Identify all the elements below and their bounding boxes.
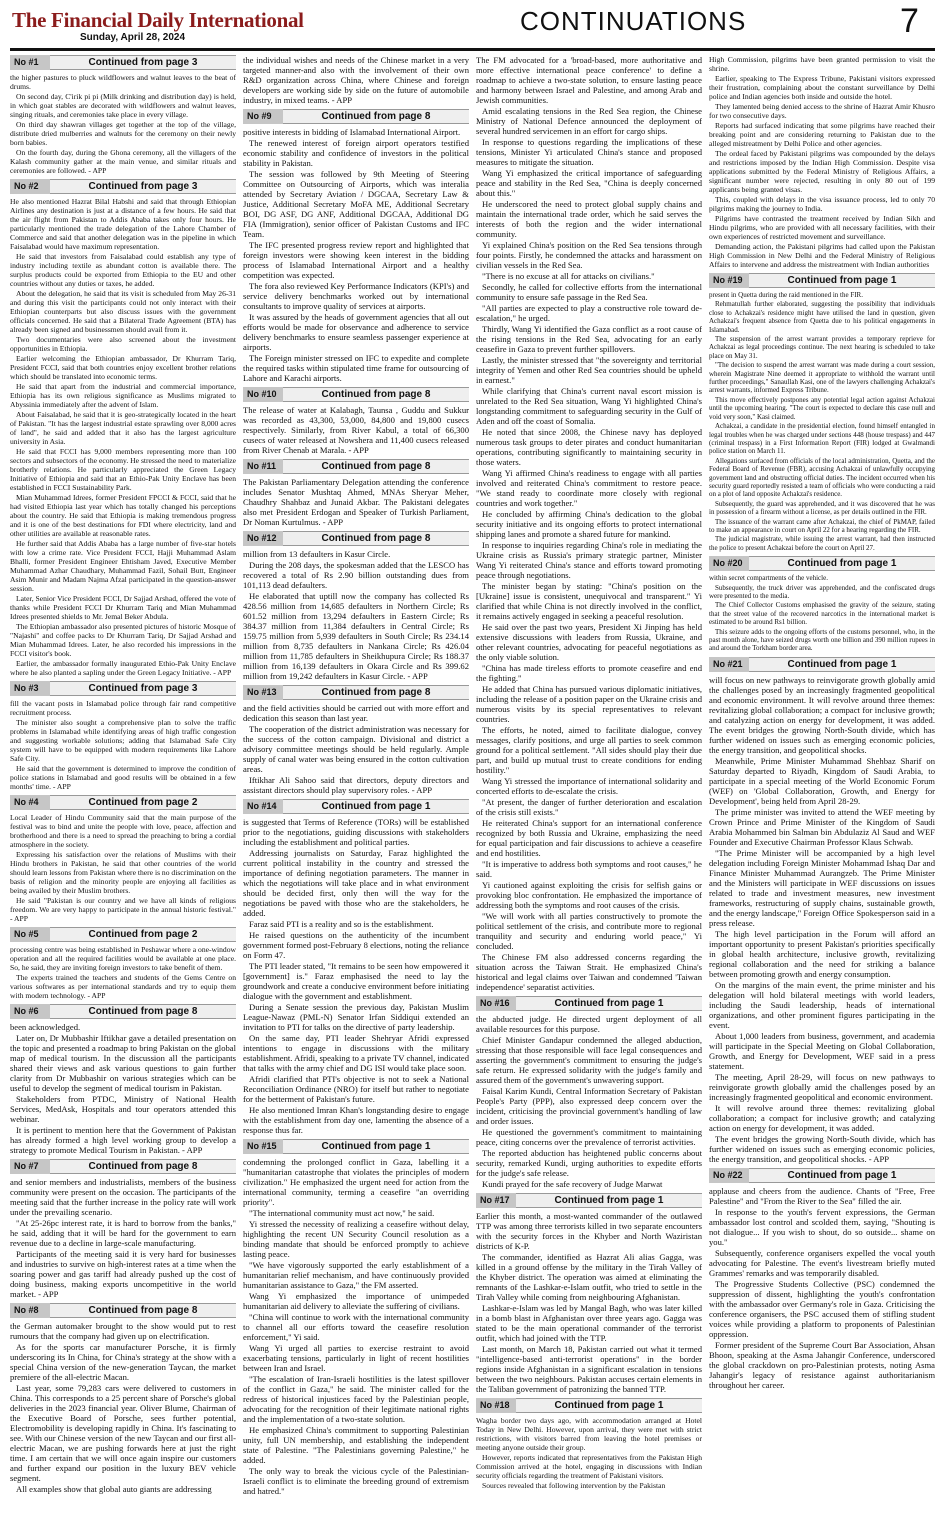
continued-label: Continued from page 1 xyxy=(516,996,702,1011)
paragraph: "China will continue to work with the international community to channel all our efforts toward the ceasefire resolution enforcement," Yi said. xyxy=(243,1312,469,1342)
article xyxy=(243,55,469,105)
article-body xyxy=(243,703,469,795)
paragraph: been acknowledged. xyxy=(10,1022,81,1032)
paragraph: Amid escalating tensions in the Red Sea region, the Chinese Ministry of National Defence announced the deployment of several hundred servicemen in an effort for cargo ships. xyxy=(476,106,702,136)
paragraph: and senior members and industrialists, members of the business community were present on the occasion. The participants of the meeting said that the further increase in the policy rate will work under the prevailing scenario. xyxy=(10,1177,236,1217)
column-2 xyxy=(243,55,469,1521)
article-header xyxy=(243,109,469,124)
paragraph: Reports had surfaced indicating that some pilgrims have reached their breaking point and are considering returning to Pakistan due to the alleged mistreatment by Delhi Police and other agencies. xyxy=(709,121,935,148)
paragraph: About 1,000 leaders from business, government, and academia will participate in the Special Meeting on Global Collaboration, Growth, and Energy for Development, WEF said in a press statement. xyxy=(709,1030,935,1071)
article-body xyxy=(709,675,935,1164)
article-body xyxy=(709,291,935,552)
paragraph: He said that the government is determined to improve the condition of police stations in Islamabad and good results will be obtained in a few months' time. - APP xyxy=(10,764,236,791)
article-body xyxy=(10,699,236,791)
paragraph: The commander, identified as Hazrat Ali alias Gagga, was killed in a ground offense by the military in the Tirah Valley of the Khyber district. The operation was aimed at eliminating the remnants of the Lashkar-e-Islam outfit, who tried to settle in the Tirah Valley while coming from neighbouring Afghanistan. xyxy=(476,1252,702,1302)
paragraph: It is pertinent to mention here that the Government of Pakistan has already formed a high level working group to develop a strategy to promote Medical Tourism in Pakistan. - APP xyxy=(10,1125,236,1155)
paragraph: He questioned the government's commitment to maintaining peace, citing concerns over the prevalence of terrorist activities. xyxy=(476,1127,702,1147)
article-body xyxy=(10,1177,236,1299)
paragraph: On third day shawran villages get together at the top of the village, distribute dried mulberries and walnuts for the ceremony on their newly born babies. xyxy=(10,120,236,147)
article-body xyxy=(243,549,469,681)
continued-label: Continued from page 1 xyxy=(283,1139,469,1154)
article-body xyxy=(10,197,236,677)
article xyxy=(10,55,236,175)
paragraph: The meeting, April 28-29, will focus on new pathways to reinvigorate growth globally amid the challenges posed by an increasingly fragmented geopolitical and economic environment. xyxy=(709,1071,935,1102)
paragraph: The cooperation of the district administration was necessary for the success of the cotton campaign. Divisional and district a advisory committee meetings should be held regularly. Ample supply of canal water was being ensured in the cotton cultivation areas. xyxy=(243,724,469,774)
article-body xyxy=(476,55,702,992)
paragraph: He reiterated China's support for an international conference recognized by both Russia and Ukraine, emphasizing the need for equal participation and fair discussions to achieve a ceasefire and end hostilities. xyxy=(476,818,702,858)
paragraph: "The Prime Minister will be accompanied by a high level delegation including Foreign Minister Mohammad Ishaq Dar and Finance Minister Muhammad Aurangzeb. The Prime Minister and the Ministers will participate in WEF discussions on issues related to trade and investment measures, new investment frameworks, restructuring of supply chains, sustainable growth, and the energy landscape," Foreign Office Spokesperson said in a press release. xyxy=(709,847,935,928)
paragraph: Last year, some 79,283 cars were delivered to customers in China. This corresponds to a 25 percent share of Porsche's global deliveries in the 2023 financial year. Oliver Blume, Chairman of the Executive Board of Porsche, sees further potential, Electromobility is developing rapidly in China. It's fascinating to see. With our Chinese version of the new Taycan and our first all-electric Macan, we are pushing forwards here at just the right time. I am certain that we will once again inspire our customers and further expand our position in the luxury BEV vehicle segment. xyxy=(10,1383,236,1483)
article-header xyxy=(709,1168,935,1183)
article-columns xyxy=(10,55,935,1521)
paragraph: Earlier welcoming the Ethiopian ambassador, Dr Khurram Tariq, President FCCI, said that both countries enjoy excellent brother relations which should be translated into economic terms. xyxy=(10,354,236,381)
paragraph: "All parties are expected to play a constructive role toward de-escalation," he urged. xyxy=(476,303,702,323)
paragraph: present in Quetta during the raid mentioned in the FIR. xyxy=(709,291,863,299)
paragraph: About the delegation, he said that its visit is scheduled from May 26-31 and during this visit the participants could not only interact with their Ethiopian counterparts but also discuss issues with the government officials concerned. He said that a Bilateral Trade Agreement (BTA) has already been signed and businessmen should avail from it. xyxy=(10,289,236,334)
article-body xyxy=(709,1186,935,1390)
article-header xyxy=(243,685,469,700)
article xyxy=(476,1398,702,1490)
continued-label: Continued from page 1 xyxy=(516,1398,702,1413)
article-body xyxy=(476,1211,702,1394)
masthead xyxy=(0,0,945,50)
paragraph: In response to inquiries regarding China's role in mediating the Ukraine crisis as Russia's primary strategic partner, Minister Wang Yi reiterated China's stance and efforts toward promoting peace through negotiations. xyxy=(476,540,702,580)
paragraph: "At 25-26pc interest rate, it is hard to borrow from the banks," he said, adding that it will be hard for the government to earn revenue due to a decline in large-scale manufacturing. xyxy=(10,1218,236,1248)
publication-date: Sunday, April 28, 2024 xyxy=(80,32,186,43)
article xyxy=(10,1303,236,1494)
article xyxy=(709,55,935,269)
paragraph: The high level participation in the Forum will afford an important opportunity to present Pakistan's priorities specifically in global health architecture, inclusive growth, revitalizing regional collaboration and the need for striking a balance between promoting growth and energy consumption. xyxy=(709,928,935,979)
paragraph: This, coupled with delays in the visa issuance process, led to only 70 pilgrims making the journey to India. xyxy=(709,195,935,213)
paragraph: Earlier, the ambassador formally inaugurated Ethio-Pak Unity Enclave where he also planted a sapling under the Green Legacy Initiative. - APP xyxy=(10,659,236,677)
paragraph: Faraz said PTI is a reality and so is the establishment. xyxy=(249,919,434,929)
article-header xyxy=(476,996,702,1011)
article-header xyxy=(709,657,935,672)
paragraph: About Faisalabad, he said that it is geo-strategically located in the heart of Pakistan. "It has the largest industrial estate sprawling over 8,000 acres of land", he said and added that it also has the largest agriculture university in Asia. xyxy=(10,410,236,446)
publication-name: The Financial Daily International xyxy=(12,8,304,32)
paragraph: He added that China has pursued various diplomatic initiatives, including the release of a position paper on the Ukraine crisis and numerous visits by its special representatives to relevant countries. xyxy=(476,684,702,724)
paragraph: The only way to break the vicious cycle of the Palestinian-Israeli conflict is to eliminate the breeding ground of extremism and hatred." xyxy=(243,1466,469,1496)
paragraph: Thirdly, Wang Yi identified the Gaza conflict as a root cause of the rising tensions in the Red Sea, advocating for an early ceasefire in Gaza to prevent further spillovers. xyxy=(476,324,702,354)
paragraph: Achakzai, a candidate in the presidential election, found himself entangled in legal troubles when he was charged under sections 448 (house trespass) and 447 (criminal trespass) in a First Information Report (FIR) lodged at Gwalmandi police station on March 11. xyxy=(709,422,935,456)
article-number: No #7 xyxy=(10,1159,50,1174)
article-number: No #20 xyxy=(709,556,749,571)
paragraph: While clarifying that China's current naval escort mission is unrelated to the Red Sea situation, Wang Yi highlighted China's longstanding commitment to safeguarding security in the Gulf of Aden and off the coast of Somalia. xyxy=(476,386,702,426)
article xyxy=(243,387,469,455)
column-3 xyxy=(476,55,702,1521)
paragraph: Demanding action, the Pakistani pilgrims had called upon the Pakistan High Commission in New Delhi and the Federal Ministry of Religious Affairs to intervene and address the mistreatment with Indian authorities xyxy=(709,242,935,269)
paragraph: processing centre was being established in Peshawar where a one-window operation and all the required facilities would be available at one place. So, he said, they are inviting foreign investors to take benefit of them. xyxy=(10,945,236,972)
paragraph: High Commission, pilgrims have been granted permission to visit the shrine. xyxy=(709,55,935,73)
article-number: No #14 xyxy=(243,799,283,814)
paragraph: The renewed interest of foreign airport operators testified economic stability and confidence of investors in the political stability in Pakistan. xyxy=(243,138,469,168)
article-body xyxy=(10,813,236,923)
continued-label: Continued from page 1 xyxy=(749,556,935,571)
paragraph: Rehmatullah further elaborated, suggesting the possibility that individuals close to Achakzai's residence might have utilised the land in question, given Achakzai's frequent absence from Quetta due to his political engagements in Islamabad. xyxy=(709,300,935,334)
article-header xyxy=(243,1139,469,1154)
continued-label: Continued from page 8 xyxy=(283,109,469,124)
paragraph: will focus on new pathways to reinvigorate growth globally amid the challenges posed by an increasingly fragmented geopolitical and economic environment. It will revolve around three themes: revitalizing global collaboration; a compact for inclusive growth; and catalyzing action on energy for development, it was added. The event bridges the growing North-South divide, which has further widened on issues such as emerging economic policies, the energy transition, and geopolitical shocks. xyxy=(709,674,935,755)
continued-label: Continued from page 8 xyxy=(50,1004,236,1019)
article xyxy=(243,109,469,383)
paragraph: He said over the past two years, President Xi Jinping has held extensive discussions with leaders from Russia, Ukraine, and other relevant countries, advocating for peaceful negotiations as the only viable solution. xyxy=(476,622,702,662)
paragraph: On second day, C'irik pi pi (Milk drinking and distribution day) is held, in which goat stables are decorated with wildflowers and walnut leaves, singing rituals, and ceremonies take place in every village. xyxy=(10,92,236,119)
continued-label: Continued from page 8 xyxy=(50,1159,236,1174)
continued-label: Continued from page 8 xyxy=(50,1303,236,1318)
article-header xyxy=(476,1398,702,1413)
paragraph: During a Senate session the previous day, Pakistan Muslim League-Nawaz (PML-N) Senator Irfan Siddiqui extended an invitation to PTI for talks on the directive of party leadership. xyxy=(243,1002,469,1032)
paragraph: The event bridges the growing North-South divide, which has further widened on issues such as emerging economic policies, the energy transition, and geopolitical shocks. - APP xyxy=(709,1133,935,1164)
paragraph: Expressing his satisfaction over the relations of Muslims with their Hindu brothers in Pakistan, he said that other countries of the world should learn lessons from Pakistan where there is no discrimination on the basis of religion and the minority people are enjoying all facilities as being availed by their Muslim brothers. xyxy=(10,850,236,895)
paragraph: Afridi clarified that PTI's objective is not to seek a National Reconciliation Ordinance (NRO) for itself but rather to negotiate for the betterment of Pakistan's future. xyxy=(243,1074,469,1104)
continued-label: Continued from page 3 xyxy=(50,179,236,194)
paragraph: Wagha border two days ago, with accommodation arranged at Hotel Today in New Delhi. However, upon arrival, they were met with strict restrictions, with visitors barred from leaving the hotel premises or meeting anyone outside their group. xyxy=(476,1416,702,1452)
article-number: No #11 xyxy=(243,459,283,474)
paragraph: Iftikhar Ali Sahoo said that directors, deputy directors and assistant directors should play supervisory roles. - APP xyxy=(243,775,469,795)
article-header xyxy=(243,799,469,814)
paragraph: Last month, on March 18, Pakistan carried out what it termed "intelligence-based anti-terrorist operations" in the border regions inside Afghanistan in a significant escalation in tensions between the two neighbours. Pakistan accuses certain elements in the Taliban government of patronizing the banned TTP. xyxy=(476,1344,702,1394)
paragraph: On the fourth day, during the Ghona ceremony, all the villagers of the Kalash community gather at the main venue, and similar rituals and ceremonies are followed. - APP xyxy=(10,148,236,175)
paragraph: Participants of the meeting said it is very hard for businesses and industries to survive on high-interest rates at a time when the soaring power and gas tariff had already pushed up the cost of doing business, making exports uncompetitive in the world market. - APP xyxy=(10,1249,236,1299)
article-body xyxy=(243,477,469,527)
article xyxy=(476,55,702,992)
article-number: No #9 xyxy=(243,109,283,124)
paragraph: During the 208 days, the spokesman added that the LESCO has recovered a total of Rs 2.90 billion outstanding dues from 101,113 dead defaulters. xyxy=(243,560,469,590)
article-body xyxy=(243,55,469,105)
article-number: No #2 xyxy=(10,179,50,194)
paragraph: All examples show that global auto giants are addressing xyxy=(16,1484,212,1494)
paragraph: million from 13 defaulters in Kasur Circle. xyxy=(243,549,391,559)
paragraph: Subsequently, conference organisers expelled the vocal youth advocating for Palestine. The event's livestream briefly muted Grammes' remarks and was temporarily disabled. xyxy=(709,1247,935,1278)
paragraph: The Chinese FM also addressed concerns regarding the situation across the Taiwan Strait. He emphasized China's historical and legal claims over Taiwan and condemned 'Taiwan independence' separatist activities. xyxy=(476,952,702,992)
paragraph: Subsequently, the truck driver was apprehended, and the confiscated drugs were presented to the media. xyxy=(709,583,935,600)
paragraph: Wang Yi emphasized the importance of unimpeded humanitarian aid delivery to alleviate the suffering of civilians. xyxy=(243,1291,469,1311)
paragraph: Later, Senior Vice President FCCI, Dr Sajjad Arshad, offered the vote of thanks while President FCCI Dr Khurram Tariq and Mian Muhammad Idrees presented shields to Mr. Jemal Beker Abdula. xyxy=(10,594,236,621)
paragraph: Faisal Karim Kundi, Central Information Secretary of Pakistan People's Party (PPP), also expressed deep concern over the incident, criticising the provincial government's handling of law and order issues. xyxy=(476,1086,702,1126)
paragraph: Sources revealed that following intervention by the Pakistan xyxy=(482,1481,666,1490)
paragraph: Former president of the Supreme Court Bar Association, Ahsan Bhoon, speaking at the Asma Jahangir Conference, underscored the global crackdown on pro-Palestinian protests, noting Asma Jahangir's legacy of resistance against authoritarianism throughout her career. xyxy=(709,1339,935,1390)
paragraph: He further said that Addis Ababa has a large number of five-star hotels with low a crime rate. Vice President FCCI, Hajji Muhammad Aslam Bhalli, former President Engineer Ehtisham Javed, Executive Member Muhammad Azhar Chaudhary, Muhammad Fazil, Sohail Butt, Engineer Asim Munir and Madam Najma Afzal participated in the question-answer session. xyxy=(10,539,236,593)
article-body xyxy=(476,1416,702,1490)
article-header xyxy=(10,1303,236,1318)
article-number: No #16 xyxy=(476,996,516,1011)
paragraph: "The decision to suspend the arrest warrant was made during a court session, wherein Magistrate Nine deemed it appropriate to withhold the warrant until further proceedings," Sanaullah Kasi, one of the lawyers challenging Achakzai's arrest warrants, informed Express Tribune. xyxy=(709,361,935,395)
article-number: No #4 xyxy=(10,795,50,810)
paragraph: "There is no excuse at all for attacks on civilians." xyxy=(482,271,655,281)
paragraph: The ordeal faced by Pakistani pilgrims was compounded by the delays and restrictions imposed by the Indian High Commission. Despite visa applications submitted by the Federal Ministry of Religious Affairs, a significant number were rejected, resulting in only 80 out of 199 applicants being granted visas. xyxy=(709,149,935,194)
continued-label: Continued from page 8 xyxy=(283,387,469,402)
article xyxy=(709,1168,935,1390)
paragraph: the higher pastures to pluck wildflowers and walnut leaves to the beat of drums. xyxy=(10,73,236,91)
paragraph: The experts trained the teachers and students of the Gems Centre on various softwares as per international standards and try to equip them with modern technology. - APP xyxy=(10,973,236,1000)
article xyxy=(243,685,469,795)
continued-label: Continued from page 1 xyxy=(749,657,935,672)
paragraph: He elaborated that uptill now the company has collected Rs 428.56 million from 14,685 defaulters in Northern Circle; Rs 601.52 million from 13,294 defaulters in Eastern Circle; Rs 384.37 million from 11,384 defaulters in Central Circle; Rs 159.75 million from 5,939 defaulters in South Circle; Rs 234.14 million from 8,735 defaulters in Nankana Circle; Rs 426.04 million from 11,785 defaulters in Sheikhupura Circle; Rs 188.37 million from 16,139 defaulters in Okara Circle and Rs 399.62 million from 19,242 defaulters in Kasur Circle. - APP xyxy=(243,591,469,681)
paragraph: The Foreign minister stressed on IFC to expedite and complete the required tasks within stipulated time frame for outsourcing of Lahore and Karachi airports. xyxy=(243,353,469,383)
article-header xyxy=(243,387,469,402)
article xyxy=(10,179,236,677)
paragraph: He said that investors from Faisalabad could establish any type of industry including textile as abundant cotton is available there. The surplus products could be exported from Ethiopia to the EU and other countries without any duties or taxes, he added. xyxy=(10,252,236,288)
paragraph: Wang Yi urged all parties to exercise restraint to avoid exacerbating tensions, particularly in light of recent hostilities between Iran and Israel. xyxy=(243,1343,469,1373)
paragraph: It will revolve around three themes: revitalizing global collaboration; a compact for inclusive growth; and catalyzing action on energy for development, it was added. xyxy=(709,1102,935,1133)
paragraph: positive interests in bidding of Islamabad International Airport. xyxy=(243,127,461,137)
paragraph: He raised questions on the authenticity of the incumbent government formed post-February 8 elections, noting the reliance on Form 47. xyxy=(243,930,469,960)
paragraph: On the margins of the main event, the prime minister and his delegation will hold bilateral meetings with world leaders, including the Saudi leadership, heads of international organizations, and other prominent figures participating in the event. xyxy=(709,979,935,1030)
article-header xyxy=(10,681,236,696)
continued-label: Continued from page 3 xyxy=(50,55,236,70)
paragraph: They lamented being denied access to the shrine of Hazrat Amir Khusro for two consecutive days. xyxy=(709,102,935,120)
paragraph: He said that FCCI has 9,000 members representing more than 100 sectors and subsectors of the economy. He stressed the need to materialize brotherly relations. He particularly appreciated the Green Legacy Initiative of Ethiopia and said that an Ethio-Pak Unity Enclave has been established in FCCI Sustainability Park. xyxy=(10,447,236,492)
paragraph: He said that apart from the industrial and commercial importance, Ethiopia has its own religious significance as Muslims migrated to Abyssinia immediately after the advent of Islam. xyxy=(10,382,236,409)
section-title: CONTINUATIONS xyxy=(520,6,747,36)
paragraph: Yi stressed the necessity of realizing a ceasefire without delay, highlighting the recent UN Security Council resolution as a binding mandate that should be enforced promptly to achieve lasting peace. xyxy=(243,1219,469,1259)
paragraph: The release of water at Kalabagh, Taunsa , Guddu and Sukkur was recorded as 43,300, 53,000, 84,800 and 19,800 cusecs respectively. Similarly, from River Kabul, a total of 66,300 cusecs of water released at Nowshera and 11,400 cusecs released from River Chenab at Marala. - APP xyxy=(243,405,469,455)
article xyxy=(476,1193,702,1394)
article-number: No #15 xyxy=(243,1139,283,1154)
article xyxy=(709,556,935,653)
article-header xyxy=(10,1004,236,1019)
continued-label: Continued from page 1 xyxy=(516,1193,702,1208)
continued-label: Continued from page 3 xyxy=(50,681,236,696)
article-header xyxy=(243,459,469,474)
paragraph: "We have vigorously supported the early establishment of a humanitarian relief mechanism, and have continuously provided humanitarian assistance to Gaza," the FM asserted. xyxy=(243,1260,469,1290)
article-header xyxy=(10,179,236,194)
paragraph: is suggested that Terms of Reference (TORs) will be established prior to the negotiations, guiding discussions with stakeholders including the establishment and political parties. xyxy=(243,817,469,847)
paragraph: Earlier, speaking to The Express Tribune, Pakistani visitors expressed their frustration, complaining about the constant surveillance by Delhi police and Indian agencies both inside and outside the hotel. xyxy=(709,74,935,101)
continued-label: Continued from page 1 xyxy=(749,1168,935,1183)
paragraph: The minister began by stating: "China's position on the [Ukraine] issue is consistent, unequivocal and transparent." Yi clarified that while China is not directly involved in the conflict, it remains actively engaged in seeking a peaceful resolution. xyxy=(476,581,702,621)
continued-label: Continued from page 2 xyxy=(50,795,236,810)
article-number: No #21 xyxy=(709,657,749,672)
paragraph: Chief Minister Gandapur condemned the alleged abduction, stressing that those responsible will face legal consequences and asserting the government's commitment to ensuring the judge's safe return. He expressed solidarity with the judge's family and assured them of the government's unwavering support. xyxy=(476,1035,702,1085)
paragraph: "At present, the danger of further deterioration and escalation of the crisis still exists." xyxy=(476,797,702,817)
article-body xyxy=(10,73,236,175)
paragraph: Local Leader of Hindu Community said that the main purpose of the festival was to bind and unite the people with love, peace, affection and brotherhood and there is a need to spread the preaching to bring a cordial atmosphere in the society. xyxy=(10,813,236,849)
article-body xyxy=(243,817,469,1135)
continued-label: Continued from page 1 xyxy=(749,273,935,288)
paragraph: However, reports indicated that representatives from the Pakistan High Commission arrived at the hotel, engaging in discussions with Indian security officials regarding the treatment of Pakistani visitors. xyxy=(476,1453,702,1480)
paragraph: The Pakistan Parliamentary Delegation attending the conference includes Senator Mushtaq Ahmed, MNAs Sheryar Meher, Chaudhry Shahbaz and Junaid Akbar. The Pakistani delegates also met President Erdogan and Speaker of Turkish Parliament, Dr Noman Kurtulmus. - APP xyxy=(243,477,469,527)
article-number: No #22 xyxy=(709,1168,749,1183)
paragraph: Yi cautioned against exploiting the crisis for selfish gains or provoking bloc confrontation. He emphasized the importance of addressing both the symptoms and root causes of the crisis. xyxy=(476,880,702,910)
paragraph: Two documentaries were also screened about the investment opportunities in Ethiopia. xyxy=(10,335,236,353)
article-body xyxy=(243,1157,469,1496)
article-body xyxy=(476,1014,702,1189)
article-header xyxy=(243,531,469,546)
article-body xyxy=(10,1321,236,1494)
article xyxy=(10,927,236,1000)
article-number: No #12 xyxy=(243,531,283,546)
article xyxy=(10,1159,236,1299)
paragraph: As for the sports car manufacturer Porsche, it is firmly underscoring its In China, for China's strategy at the show with a special China version of the new-generation Taycan, the market premiere of the all-electric Macan. xyxy=(10,1342,236,1382)
paragraph: within secret compartments of the vehicle. xyxy=(709,574,828,583)
paragraph: The IFC presented progress review report and highlighted that foreign investors were showing keen interest in the bidding process of Islamabad International Airport and a healthy competition was expected. xyxy=(243,240,469,280)
column-1 xyxy=(10,55,236,1521)
paragraph: The Chief Collector Customs emphasised the gravity of the seizure, stating that the street value of the recovered narcotics in the international market is estimated to be around Rs1 billion. xyxy=(709,601,935,627)
article xyxy=(10,681,236,791)
paragraph: Lashkar-e-Islam was led by Mangal Bagh, who was later killed in a bomb blast in Afghanistan over three years ago. Gagga was stated to be the main operational commander of the terrorist outfit, which had joined with the TTP. xyxy=(476,1303,702,1343)
paragraph: Allegations surfaced from officials of the local administration, Quetta, and the Federal Board of Revenue (FBR), accusing Achakzai of unlawfully occupying government land and obstructing official duties. The incident occurred when his security guard reportedly resisted a team of officials who were conducting a raid on a plot of land opposite Achakzai's residence. xyxy=(709,456,935,499)
article-header xyxy=(709,556,935,571)
paragraph: The suspension of the arrest warrant provides a temporary reprieve for Achakzai as legal proceedings continue. The next hearing is scheduled to take place on May 31. xyxy=(709,335,935,360)
article xyxy=(243,1139,469,1496)
paragraph: the abducted judge. He directed urgent deployment of all available resources for this purpose. xyxy=(476,1014,702,1034)
paragraph: In response to the youth's fervent expressions, the German ambassador lost control and scolded them, saying, "Shouting is not dialogue... If you wish to shout, do so outside... shame on you." xyxy=(709,1206,935,1247)
article-number: No #13 xyxy=(243,685,283,700)
article-body xyxy=(709,574,935,653)
paragraph: He noted that since 2008, the Chinese navy has deployed numerous task groups to deter pirates and conduct humanitarian operations, contributing significantly to maintaining security in those waters. xyxy=(476,427,702,467)
article xyxy=(243,531,469,681)
page-number: 7 xyxy=(900,2,919,40)
paragraph: The prime minister was invited to attend the WEF meeting by Crown Prince and Prime Minister of the Kingdom of Saudi Arabia Mohammed bin Salman bin Abdulaziz Al Saud and WEF Founder and Executive Chairman Professor Klaus Schwab. xyxy=(709,806,935,847)
column-4 xyxy=(709,55,935,1521)
paragraph: Wang Yi affirmed China's readiness to engage with all parties involved and reiterated China's commitment to restore peace. "We stand ready to coordinate more closely with regional countries and work together." xyxy=(476,468,702,508)
article-header xyxy=(10,1159,236,1174)
paragraph: The PTI leader stated, "It remains to be seen how empowered it [government] is." Faraz emphasised the need to lay the groundwork and create a conducive environment before initiating dialogue with the government and establishment. xyxy=(243,961,469,1001)
article-number: No #5 xyxy=(10,927,50,942)
paragraph: The reported abduction has heightened public concerns about security, remarked Kundi, urging authorities to expedite efforts for the judge's safe release. xyxy=(476,1148,702,1178)
paragraph: Later on, Dr Mubbashir Iftikhar gave a detailed presentation on the topic and presented a roadmap to bring Pakistan on the global map of medical tourism. In the discussion all the participants shared their views and ask various questions to gain further clarity from Dr Mubbashir on various strategies which can be useful to develop the segment of medical tourism in Pakistan. xyxy=(10,1033,236,1093)
article-header xyxy=(10,927,236,942)
paragraph: The FM advocated for a 'broad-based, more authoritative and more effective international peace conference' to define a roadmap to achieve a two-state solution, to ensure lasting peace and harmony between Israel and Palestine, and among Arab and Jewish communities. xyxy=(476,55,702,105)
paragraph: Earlier this month, a most-wanted commander of the outlawed TTP was among three terrorists killed in two separate encounters with the security forces in the Khyber and North Waziristan districts of K-P. xyxy=(476,1211,702,1251)
paragraph: This seizure adds to the ongoing efforts of the customs personnel, who, in the past month alone, have seized drugs worth one billion and 390 million rupees in and around the Torkham border area. xyxy=(709,627,935,653)
article xyxy=(709,273,935,552)
article-header xyxy=(10,55,236,70)
paragraph: The judicial magistrate, while issuing the arrest warrant, had then instructed the police to present Achakzai before the court on April 27. xyxy=(709,535,935,552)
paragraph: The Progressive Students Collective (PSC) condemned the suppression of dissent, highlighting the youth's confrontation with the ambassador over Germany's role in Gaza. Criticising the conference organisers, the PSC accused them of stifling student voices while providing a platform to proponents of Palestinian oppression. xyxy=(709,1278,935,1339)
paragraph: The efforts, he noted, aimed to facilitate dialogue, convey messages, clarify positions, and urge all parties to seek common ground for a political settlement. "All sides should play their due part, and build up mutual trust to create conditions for ending hostility." xyxy=(476,725,702,775)
paragraph: Yi explained China's position on the Red Sea tensions through four points. Firstly, he condemned the attacks and harassment on civilian vessels in the Red Sea. xyxy=(476,240,702,270)
paragraph: He said "Pakistan is our country and we have all kinds of religious freedom. We are very happy to participate in the annual historic festival." - APP xyxy=(10,896,236,923)
article-body xyxy=(243,127,469,383)
paragraph: The issuance of the warrant came after Achakzai, the chief of PkMAP, failed to make an appearance in court on April 22 for a hearing regarding the FIR. xyxy=(709,517,935,534)
paragraph: Secondly, he called for collective efforts from the international community to ensure safe passage in the Red Sea. xyxy=(476,282,702,302)
article-number: No #6 xyxy=(10,1004,50,1019)
paragraph: He emphasized China's commitment to supporting Palestinian unity, full UN membership, and establishing the independent state of Palestine. "The Palestinians governing Palestine," he added. xyxy=(243,1425,469,1465)
paragraph: Subsequently, the guard was apprehended, and it was discovered that he was in possession of a firearm without a license, as per details outlined in the FIR. xyxy=(709,499,935,517)
paragraph: This move effectively postpones any potential legal action against Achakzai until the upcoming hearing. "The court is expected to declare this case null and void very soon," Kasi claimed. xyxy=(709,395,935,421)
paragraph: and the field activities should be carried out with more effort and dedication this season than last year. xyxy=(243,703,469,723)
article-number: No #19 xyxy=(709,273,749,288)
continued-label: Continued from page 2 xyxy=(50,927,236,942)
paragraph: "We will work with all parties constructively to promote the political settlement of the crisis, and contribute more to regional tranquility and security and enduring world peace," Yi concluded. xyxy=(476,911,702,951)
paragraph: Addressing journalists on Saturday, Faraz highlighted the current political instability in the country and stressed the importance of defining negotiation parameters. The manner in which the negotiations will take place and in what environment should be decided first, only then will the way for the negotiations be paved with those who are the stakeholders, he added. xyxy=(243,848,469,918)
article-number: No #3 xyxy=(10,681,50,696)
paragraph: the German automaker brought to the show would put to rest rumours that the company had given up on electrification. xyxy=(10,1321,236,1341)
paragraph: The session was followed by 9th Meeting of Steering Committee on Outsourcing of Airports, which was interalia attended by Secretary Aviation / DGCAA, Secretary Law & Justice, Additional Secretary MoFA ME, Additional Secretary BOI, DG ASF, DG ANF, Additional DGCAA, Additional DG FIA (Immigration), senior officer of Pakistan Customs and IFC Team. xyxy=(243,169,469,239)
article-body xyxy=(243,405,469,455)
article xyxy=(709,657,935,1164)
article xyxy=(243,459,469,527)
article-body xyxy=(709,55,935,269)
paragraph: applause and cheers from the audience. Chants of "Free, Free Palestine" and "From the River to the Sea" filled the air. xyxy=(709,1185,935,1206)
paragraph: Meanwhile, Prime Minister Muhammad Shehbaz Sharif on Saturday departed to Riyadh, Kingdom of Saudi Arabia, to participate in a special meeting of the World Economic Forum (WEF) on 'Global Collaboration, Growth, and Energy for Development', being held from April 28-29. xyxy=(709,755,935,806)
paragraph: condemning the prolonged conflict in Gaza, labelling it a "humanitarian catastrophe that violates the principles of modern civilization." He emphasized the urgent need for action from the international community, terming a ceasefire "an overriding priority". xyxy=(243,1157,469,1207)
article-number: No #1 xyxy=(10,55,50,70)
article xyxy=(476,996,702,1189)
paragraph: He also mentioned Hazrat Bilal Habshi and said that through Ethiopian Airlines any destination is just at a distance of a few hours. He said that the air flight from Pakistan to Addis Ababa takes only four hours. He particularly mentioned the trade delegation of the Lahore Chamber of Commerce and said that another delegation was in the pipeline in which Faisalabad would have maximum representation. xyxy=(10,197,236,251)
paragraph: "It is imperative to address both symptoms and root causes," he said. xyxy=(476,859,702,879)
article-body xyxy=(10,1022,236,1155)
paragraph: "The escalation of Iran-Israeli hostilities is the latest spillover of the conflict in Gaza," he said. The minister called for the redress of historical injustices faced by the Palestinian people, advocating for the recognition of their legitimate national rights and the implementation of a two-state solution. xyxy=(243,1374,469,1424)
paragraph: The Ethiopian ambassador also presented pictures of historic Mosque of "Najashi" and coffee packs to Dr Khurram Tariq, Dr Sajjad Arshad and Mian Muhammad Idrees. Later, he also recorded his impressions in the FCCI visitor's book. xyxy=(10,622,236,658)
paragraph: Lastly, the minister stressed that "the sovereignty and territorial integrity of Yemen and other Red Sea countries should be upheld in earnest." xyxy=(476,355,702,385)
continued-label: Continued from page 8 xyxy=(283,459,469,474)
article xyxy=(243,799,469,1135)
article xyxy=(10,1004,236,1155)
paragraph: "The international community must act now," he said. xyxy=(249,1208,435,1218)
continued-label: Continued from page 8 xyxy=(283,685,469,700)
article-number: No #18 xyxy=(476,1398,516,1413)
paragraph: Kundi prayed for the safe recovery of Judge Marwat xyxy=(482,1179,663,1189)
article-body xyxy=(10,945,236,1000)
paragraph: the individual wishes and needs of the Chinese market in a very targeted manner-and also with the involvement of their own R&D organization across China, where Chinese and foreign developers are working side by side on the future of automobile industry, in mixed teams. - APP xyxy=(243,55,469,105)
paragraph: He also mentioned Imran Khan's longstanding desire to engage with the establishment from day one, lamenting the absence of a response thus far. xyxy=(243,1105,469,1135)
paragraph: Mian Muhammad Idrees, former President FPCCI & FCCI, said that he had visited Ethiopia last year which has totally changed his perceptions about the country. He said that Ethiopia is making tremendous progress and it is one of the best destinations for FDI where electricity, land and other utilities are available at reasonable rates. xyxy=(10,493,236,538)
paragraph: The minister also sought a comprehensive plan to solve the traffic problems in Islamabad while identifying areas of high traffic congestion and suggesting workable solutions; adding that Islamabad Safe City system will have to be equipped with modern requirements like Lahore Safe City. xyxy=(10,718,236,763)
article-number: No #17 xyxy=(476,1193,516,1208)
paragraph: Wang Yi emphasized the critical importance of safeguarding peace and stability in the Red Sea, "China is deeply concerned about this." xyxy=(476,168,702,198)
paragraph: Stakeholders from PTDC, Ministry of National Health Services, MedAsk, Hospitals and tour operators attended this webinar. xyxy=(10,1094,236,1124)
article-header xyxy=(476,1193,702,1208)
article-header xyxy=(709,273,935,288)
paragraph: "China has made tireless efforts to promote ceasefire and end the fighting." xyxy=(476,663,702,683)
paragraph: Pilgrims have contrasted the treatment received by Indian Sikh and Hindu pilgrims, who are provided with all necessary facilities, with their own experiences of restricted movement and surveillance. xyxy=(709,214,935,241)
paragraph: Wang Yi stressed the importance of international solidarity and concerted efforts to de-escalate the crisis. xyxy=(476,776,702,796)
article-number: No #10 xyxy=(243,387,283,402)
continued-label: Continued from page 8 xyxy=(283,531,469,546)
paragraph: It was assured by the heads of government agencies that all out efforts would be made for observance and adherence to service delivery benchmarks to ensure seamless passenger experience at airports. xyxy=(243,312,469,352)
article-header xyxy=(10,795,236,810)
paragraph: The fora also reviewed Key Performance Indicators (KPI's) and service delivery benchmarks worked out by international consultants to improve quality of services at airports. xyxy=(243,281,469,311)
paragraph: He underscored the need to protect global supply chains and maintain the international trade order, which he said serves the interests of both the region and the wider international community. xyxy=(476,199,702,239)
paragraph: On the same day, PTI leader Shehryar Afridi expressed intentions to engage in discussions with the military establishment. Afridi, speaking to a private TV channel, indicated that talks with the army chief and DG ISI would take place soon. xyxy=(243,1033,469,1073)
article xyxy=(10,795,236,923)
continued-label: Continued from page 1 xyxy=(283,799,469,814)
masthead-rule xyxy=(10,48,935,51)
article-number: No #8 xyxy=(10,1303,50,1318)
paragraph: fill the vacant posts in Islamabad police through fair rand competitive recruitment process. xyxy=(10,699,236,717)
paragraph: He concluded by affirming China's dedication to the global security initiative and its ongoing efforts to protect international shipping lanes and promote a shared future for mankind. xyxy=(476,509,702,539)
paragraph: In response to questions regarding the implications of these tensions, Minister Yi articulated China's stance and proposed measures to mitigate the situation. xyxy=(476,137,702,167)
